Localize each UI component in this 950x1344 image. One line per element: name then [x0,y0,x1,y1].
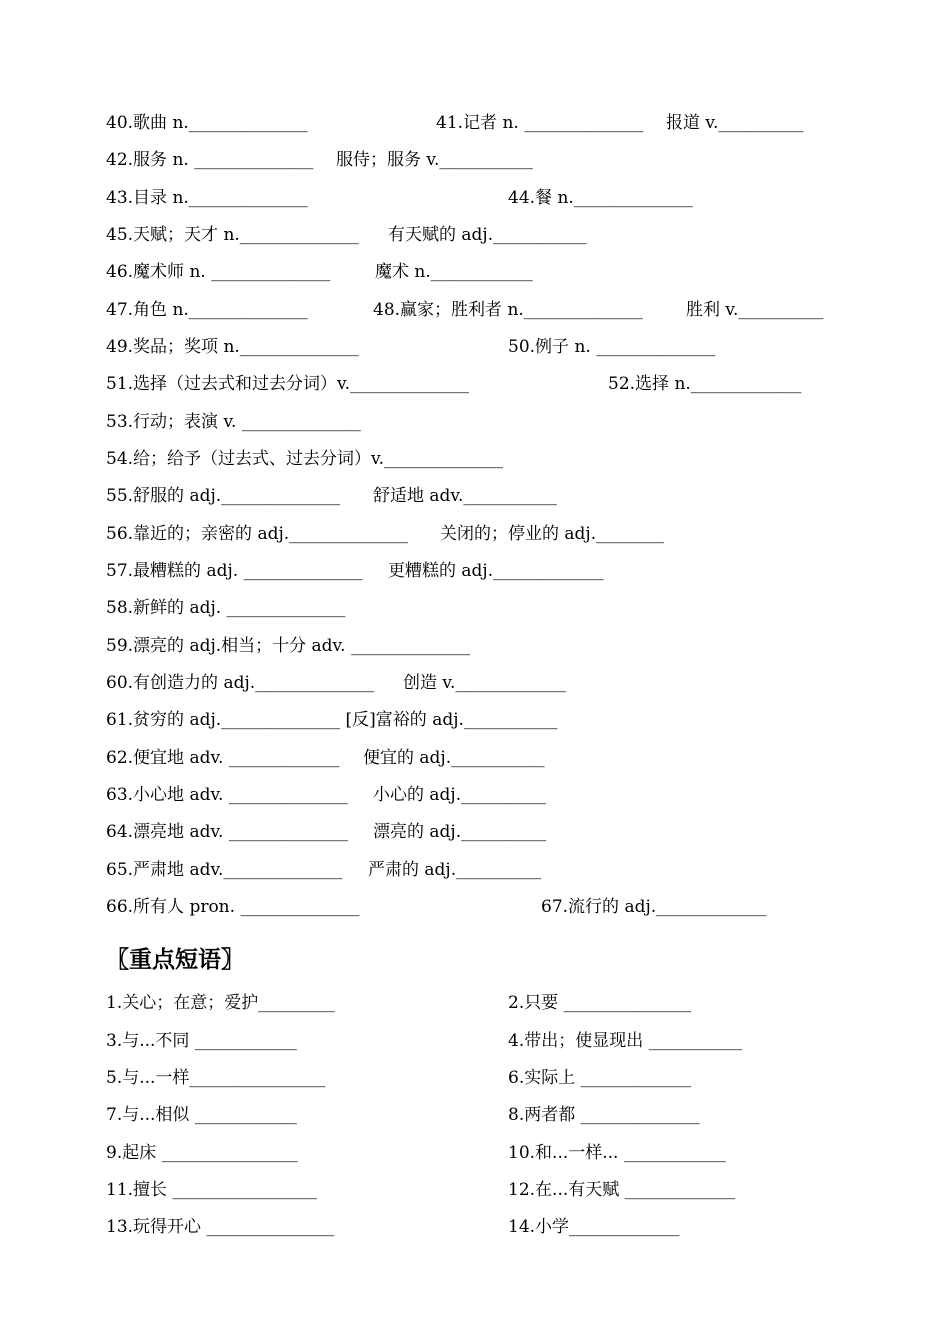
phrase-item-get-up: 9.起床 ________________ [106,1143,298,1163]
phrase-item-care-about: 1.关心；在意；爱护_________ [106,993,335,1013]
phrase-item-be-good-at: 11.擅长 _________________ [106,1180,317,1200]
vocab-item-winner: 48.赢家；胜利者 n.______________ [373,300,643,320]
vocab-item-beautifully: 64.漂亮地 adv. ______________ [106,822,348,842]
vocab-item-everyone: 66.所有人 pron. ______________ [106,897,360,917]
vocab-item-popular: 67.流行的 adj._____________ [541,897,767,917]
vocab-item-create: 创造 v._____________ [403,673,566,693]
vocab-item-role: 47.角色 n.______________ [106,300,308,320]
vocab-line-63 [0,780,950,810]
vocab-item-carefully: 63.小心地 adv. ______________ [106,785,348,805]
vocab-item-service: 42.服务 n. ______________ [106,150,314,170]
phrase-item-be-talented-in: 12.在...有天赋 _____________ [508,1180,736,1200]
vocab-item-beautiful: 漂亮的 adj.__________ [373,822,547,842]
phrase-item-the-same-as: 5.与...一样________________ [106,1068,326,1088]
phrase-line-7 [0,1100,950,1130]
vocab-line-64 [0,817,950,847]
vocab-item-worse: 更糟糕的 adj._____________ [388,561,604,581]
vocab-line-60 [0,668,950,698]
phrase-line-11 [0,1175,950,1205]
vocab-item-cheap: 便宜的 adj.___________ [363,748,545,768]
vocab-line-66 [0,892,950,922]
phrase-item-primary-school: 14.小学_____________ [508,1217,680,1237]
vocab-item-pretty: 59.漂亮的 adj.相当；十分 adv. ______________ [106,636,470,656]
phrase-item-both: 8.两者都 ______________ [508,1105,700,1125]
phrase-item-as-long-as: 2.只要 _______________ [508,993,692,1013]
vocab-line-40 [0,108,950,138]
vocab-item-win: 胜利 v.__________ [686,300,824,320]
vocab-item-serve: 服侍；服务 v.___________ [336,150,533,170]
vocab-item-serious: 严肃的 adj.__________ [368,860,542,880]
vocab-item-comfortable: 55.舒服的 adj.______________ [106,486,341,506]
vocab-line-56 [0,519,950,549]
phrase-item-bring-out: 4.带出；使显现出 ___________ [508,1031,743,1051]
vocab-line-42 [0,145,950,175]
vocab-item-creative: 60.有创造力的 adj.______________ [106,673,375,693]
vocab-item-choice: 52.选择 n._____________ [608,374,802,394]
phrase-line-9 [0,1138,950,1168]
vocab-line-53 [0,407,950,437]
vocab-line-57 [0,556,950,586]
vocab-line-59 [0,631,950,661]
vocab-item-talent: 45.天赋；天才 n.______________ [106,225,359,245]
vocab-item-fresh: 58.新鲜的 adj. ______________ [106,598,346,618]
vocab-line-47 [0,295,950,325]
vocab-line-49 [0,332,950,362]
phrase-item-in-fact: 6.实际上 _____________ [508,1068,692,1088]
vocab-line-45 [0,220,950,250]
vocab-line-54 [0,444,950,474]
vocab-item-example: 50.例子 n. ______________ [508,337,716,357]
vocab-item-give-past: 54.给；给予（过去式、过去分词）v.______________ [106,449,504,469]
phrase-line-3 [0,1026,950,1056]
phrase-item-as-as: 10.和...一样... ____________ [508,1143,726,1163]
phrase-item-have-fun: 13.玩得开心 _______________ [106,1217,334,1237]
phrase-item-different-from: 3.与...不同 ____________ [106,1031,297,1051]
section-heading-key-phrases: 〖重点短语〗 [106,947,244,973]
vocab-line-46 [0,257,950,287]
vocab-item-magician: 46.魔术师 n. ______________ [106,262,331,282]
vocab-item-menu: 43.目录 n.______________ [106,188,308,208]
vocab-item-magic: 魔术 n.____________ [375,262,533,282]
vocab-item-prize: 49.奖品；奖项 n.______________ [106,337,359,357]
phrase-line-1 [0,988,950,1018]
vocab-line-43 [0,183,950,213]
vocab-item-closed: 关闭的；停业的 adj.________ [440,524,665,544]
vocab-item-seriously: 65.严肃地 adv.______________ [106,860,343,880]
vocab-line-65 [0,855,950,885]
vocab-item-worst: 57.最糟糕的 adj. ______________ [106,561,363,581]
vocab-item-comfortably: 舒适地 adv.___________ [373,486,557,506]
vocab-line-58 [0,593,950,623]
vocab-item-poor-rich: 61.贫穷的 adj.______________ [反]富裕的 adj.___________ [106,710,558,730]
vocab-item-talented: 有天赋的 adj.___________ [388,225,587,245]
vocab-line-51 [0,369,950,399]
vocab-item-act: 53.行动；表演 v. ______________ [106,412,361,432]
vocab-item-cheaply: 62.便宜地 adv. _____________ [106,748,340,768]
vocab-line-62 [0,743,950,773]
phrase-item-similar-to: 7.与...相似 ____________ [106,1105,297,1125]
vocab-item-song: 40.歌曲 n.______________ [106,113,308,133]
vocab-item-close: 56.靠近的；亲密的 adj.______________ [106,524,409,544]
vocab-item-choose-past: 51.选择（过去式和过去分词）v.______________ [106,374,470,394]
vocab-line-55 [0,481,950,511]
vocab-line-61 [0,705,950,735]
phrase-line-13 [0,1212,950,1242]
vocab-item-report: 报道 v.__________ [666,113,804,133]
phrase-line-5 [0,1063,950,1093]
vocab-item-careful: 小心的 adj.__________ [373,785,547,805]
vocab-item-meal: 44.餐 n.______________ [508,188,693,208]
vocab-item-reporter: 41.记者 n. ______________ [436,113,644,133]
